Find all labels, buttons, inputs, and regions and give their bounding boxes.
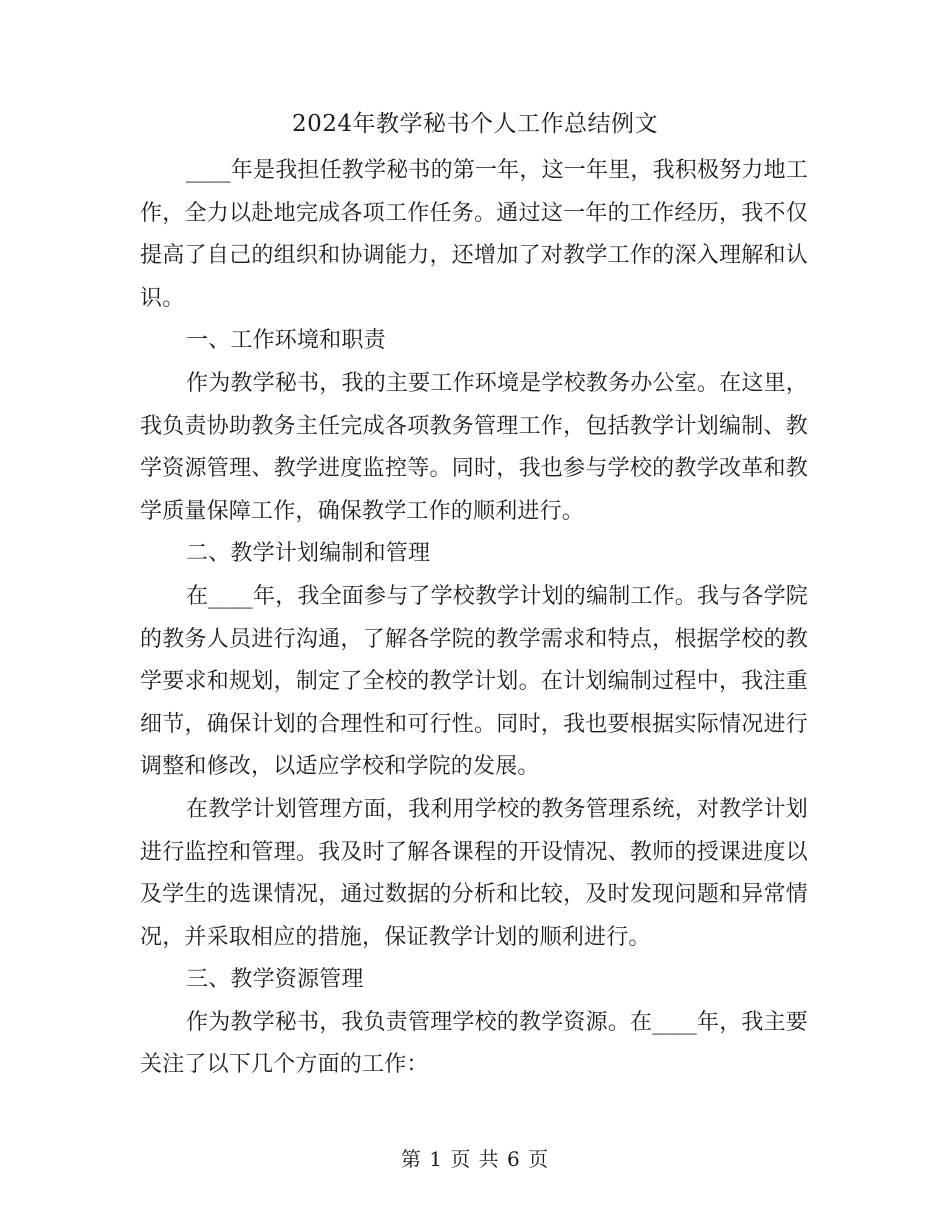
- section-heading-1: 一、工作环境和职责: [186, 328, 386, 354]
- paragraph-work-environment: 作为教学秘书，我的主要工作环境是学校教务办公室。在这里，我负责协助教务主任完成各项教务管理工作，包括教学计划编制、教学资源管理、教学进度监控等。同时，我也参与学校的教学改革和教学质量保障工作，确保教学工作的顺利进行。: [140, 370, 808, 524]
- paragraph-resource-management: 作为教学秘书，我负责管理学校的教学资源。在____年，我主要关注了以下几个方面的工作：: [140, 1009, 809, 1078]
- section-heading-3: 三、教学资源管理: [186, 967, 364, 993]
- paragraph-intro: ____年是我担任教学秘书的第一年，这一年里，我积极努力地工作，全力以赴地完成各项工作任务。通过这一年的工作经历，我不仅提高了自己的组织和协调能力，还增加了对教学工作的深入理解和认识。: [140, 158, 809, 311]
- document-title: 2024年教学秘书个人工作总结例文: [291, 111, 659, 137]
- paragraph-plan-management: 在教学计划管理方面，我利用学校的教务管理系统，对教学计划进行监控和管理。我及时了解各课程的开设情况、教师的授课进度以及学生的选课情况，通过数据的分析和比较，及时发现问题和异常情况，并采取相应的措施，保证教学计划的顺利进行。: [140, 796, 808, 950]
- paragraph-plan-compilation: 在____年，我全面参与了学校教学计划的编制工作。我与各学院的教务人员进行沟通，了解各学院的教学需求和特点，根据学校的教学要求和规划，制定了全校的教学计划。在计划编制过程中，我注重细节，确保计划的合理性和可行性。同时，我也要根据实际情况进行调整和修改，以适应学校和学院的发展。: [140, 583, 809, 780]
- page-footer: 第 1 页 共 6 页: [400, 1147, 550, 1171]
- document-body: [140, 150, 808, 1087]
- section-heading-2: 二、教学计划编制和管理: [186, 541, 431, 567]
